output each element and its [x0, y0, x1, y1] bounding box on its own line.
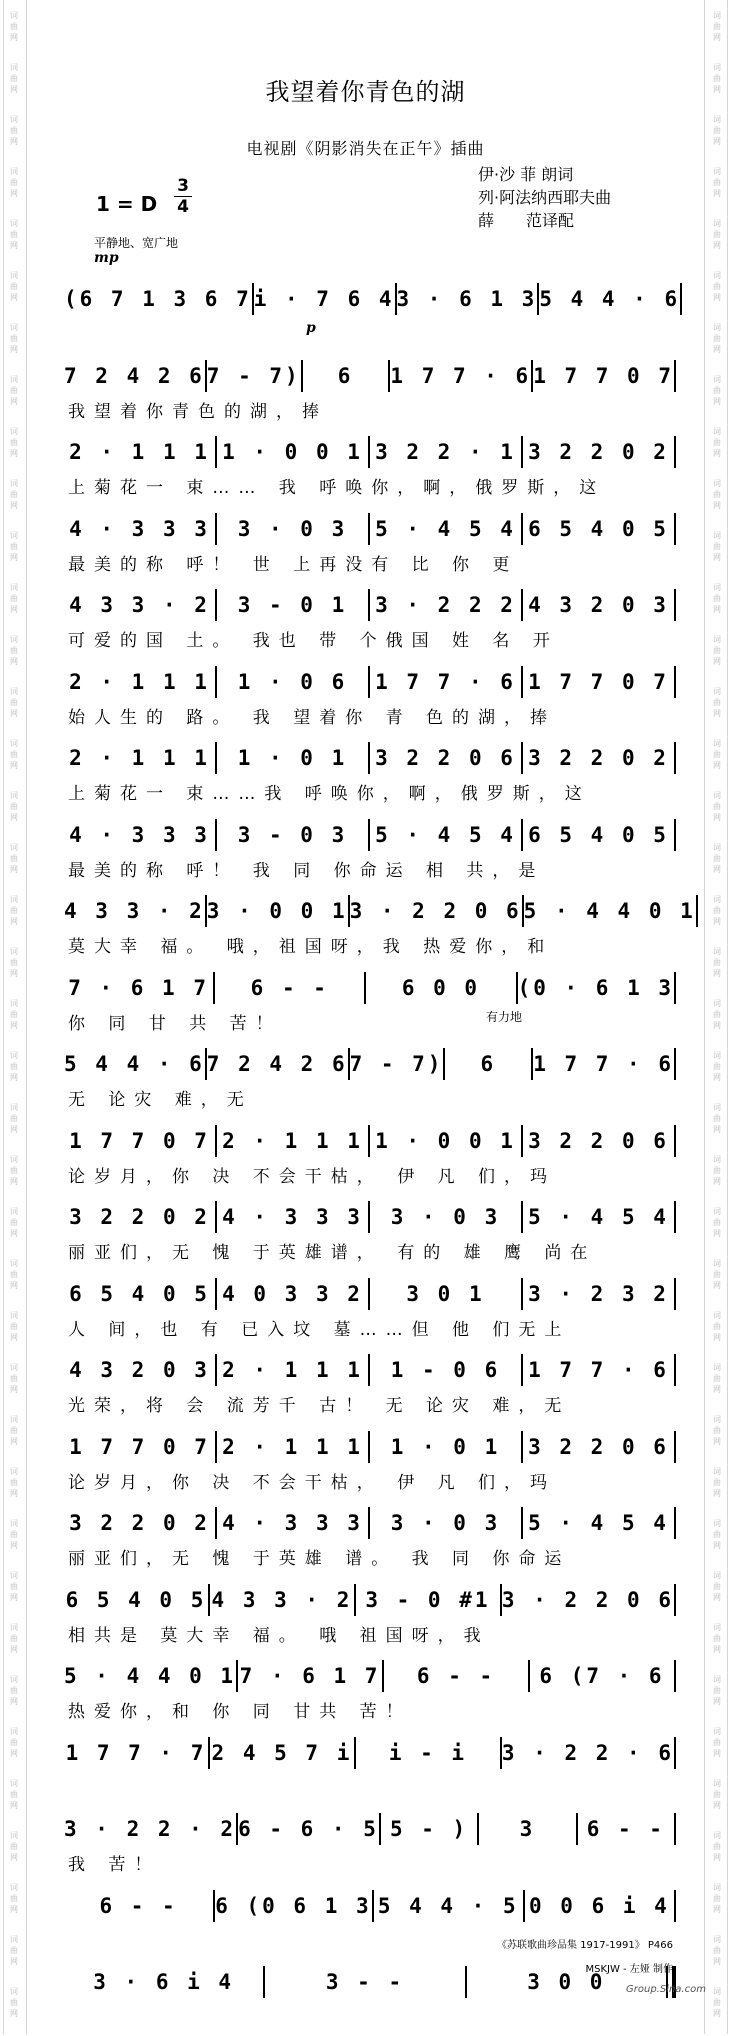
staff-system [64, 888, 696, 965]
notes-row [64, 1506, 676, 1540]
watermark-text: 词 曲 网 [10, 1311, 18, 1342]
notes-row [64, 1736, 676, 1770]
staff-system [64, 659, 676, 736]
watermark-text: 词 曲 网 [713, 635, 721, 666]
barline [674, 1584, 676, 1616]
staff-system [64, 1730, 676, 1807]
notes-row [64, 512, 676, 546]
measure: 4 3 3 · 2 [211, 1587, 353, 1612]
notes-row [64, 1889, 676, 1923]
notes-row [64, 1047, 676, 1081]
meter-top: 3 [177, 176, 189, 196]
measure: 6 [337, 363, 354, 388]
lyric-line: 上菊花一 束……我 呼唤你，啊，俄罗斯，这 [68, 784, 591, 804]
measure: 3 2 2 0 6 [375, 746, 516, 770]
watermark-text: 词 曲 网 [713, 375, 721, 406]
watermark-text: 词 曲 网 [713, 1311, 721, 1342]
measure: 6 5 4 0 5 [69, 1281, 210, 1306]
measure: 3 · 6 i 4 [93, 1970, 235, 1994]
measure: 5 - ) [389, 1817, 469, 1841]
watermark-text: 词 曲 网 [713, 63, 721, 94]
barline [674, 1890, 676, 1922]
watermark-text: 词 曲 网 [10, 999, 18, 1030]
measure: 0 0 6 i 4 [529, 1893, 670, 1918]
watermark-text: 词 曲 网 [10, 479, 18, 510]
credits [478, 163, 611, 232]
staff-system [64, 735, 676, 812]
measure: 3 · 2 2 0 6 [501, 1587, 674, 1612]
measure: 6 0 0 [401, 975, 481, 1000]
watermark-text: 词 曲 网 [713, 1259, 721, 1290]
lyric-line: 我 苦！ [68, 1855, 161, 1875]
time-signature [172, 176, 194, 217]
lyric-line: 最美的称 呼！ 世 上再没有 比 你 更 [68, 554, 519, 575]
measure: 5 · 4 5 4 [375, 516, 516, 541]
watermark-text: 词 曲 网 [10, 1883, 18, 1914]
score [64, 276, 696, 2036]
watermark-text: 词 曲 网 [10, 1467, 18, 1498]
measure: 3 2 2 0 6 [528, 1128, 669, 1153]
lyric-line: 我望着你青色的湖，捧 [68, 401, 328, 422]
lyric-line: 上菊花一 束…… 我 呼唤你，啊，俄罗斯，这 [68, 478, 606, 498]
measure: 6 (7 · 6 [539, 1664, 665, 1688]
measure: 5 · 4 4 0 1 [523, 899, 696, 923]
watermark-left [3, 0, 25, 2034]
expression-forceful: 有力地 [486, 1010, 523, 1024]
measure: 3 · 6 1 3 [396, 287, 538, 311]
measure: 5 · 4 4 0 1 [64, 1664, 237, 1688]
watermark-text: 词 曲 网 [10, 1727, 18, 1758]
watermark-text: 词 曲 网 [10, 687, 18, 718]
measure: 3 · 2 2 2 [375, 593, 516, 617]
measure: 2 4 5 7 i [211, 1740, 353, 1765]
song-title: 我望着你青色的湖 [265, 78, 466, 106]
lyric-line: 光荣，将 会 流芳千 古！ 无 论灾 难，无 [68, 1396, 571, 1416]
key-signature: 1 = D [96, 192, 158, 216]
watermark-text: 词 曲 网 [10, 63, 18, 94]
measure: 3 · 0 0 1 [206, 899, 348, 923]
staff-system [64, 429, 676, 506]
notes-row [64, 1200, 676, 1234]
measure: 3 2 2 0 6 [528, 1434, 669, 1459]
barline [674, 1354, 676, 1386]
lyric-line: 莫大幸 福。 哦，祖国呀，我 热爱你，和 [68, 937, 554, 957]
lyric-line: 人 间，也 有 已入坟 墓……但 他 们无上 [68, 1319, 571, 1340]
watermark-text: 词 曲 网 [713, 1779, 721, 1810]
notes-row [64, 665, 676, 699]
measure: 6 5 4 0 5 [528, 822, 669, 847]
watermark-text: 词 曲 网 [10, 843, 18, 874]
barline [674, 1737, 676, 1769]
barline [674, 513, 676, 545]
watermark-text: 词 曲 网 [713, 1207, 721, 1238]
measure: 3 · 0 3 [237, 516, 348, 541]
meter-bottom: 4 [177, 197, 189, 217]
staff-system [64, 1577, 676, 1654]
watermark-text: 词 曲 网 [713, 323, 721, 354]
barline [674, 666, 676, 698]
watermark-text: 词 曲 网 [10, 1623, 18, 1654]
watermark-text: 词 曲 网 [713, 895, 721, 926]
watermark-text: 词 曲 网 [713, 1103, 721, 1134]
measure: 5 4 4 · 6 [64, 1052, 205, 1076]
watermark-text: 词 曲 网 [713, 1415, 721, 1446]
measure: 6 - 6 · 5 [238, 1817, 379, 1841]
barline [674, 819, 676, 851]
measure: 6 5 4 0 5 [65, 1587, 207, 1612]
staff-system [64, 1271, 676, 1348]
watermark-text: 词 曲 网 [713, 531, 721, 562]
measure: 6 - - [250, 975, 329, 1000]
measure: 6 (0 6 1 3 [215, 1893, 372, 1918]
watermark-text: 词 曲 网 [713, 1519, 721, 1550]
measure: 7 - 7) [349, 1052, 444, 1076]
measure: 3 [519, 1817, 536, 1841]
barline [674, 972, 676, 1004]
watermark-text: 词 曲 网 [10, 1675, 18, 1706]
lyric-line: 论岁月，你 决 不会干枯， 伊 凡 们，玛 [68, 1472, 557, 1493]
watermark-text: 词 曲 网 [10, 947, 18, 978]
measure: 2 · 1 1 1 [222, 1128, 363, 1153]
measure: 4 · 3 3 3 [222, 1511, 363, 1535]
watermark-text: 词 曲 网 [10, 1571, 18, 1602]
measure: 1 7 7 · 6 [390, 363, 532, 388]
measure: 2 · 1 1 1 [69, 440, 210, 464]
measure: 6 [480, 1052, 497, 1076]
notes-row [64, 1277, 676, 1311]
watermark-text: 词 曲 网 [713, 1363, 721, 1394]
measure: 1 7 7 · 6 [375, 669, 516, 694]
watermark-text: 词 曲 网 [713, 843, 721, 874]
barline [674, 742, 676, 774]
watermark-text: 词 曲 网 [713, 1935, 721, 1966]
measure: 3 · 2 2 · 6 [501, 1740, 674, 1765]
watermark-text: 词 曲 网 [10, 583, 18, 614]
footer-maker: MSKJW - 左娅 制作 [585, 1964, 673, 1975]
watermark-text: 词 曲 网 [10, 1987, 18, 2018]
watermark-text: 词 曲 网 [10, 531, 18, 562]
watermark-text: 词 曲 网 [10, 1519, 18, 1550]
watermark-text: 词 曲 网 [713, 271, 721, 302]
lyric-line: 最美的称 呼！ 我 同 你命运 相 共，是 [68, 860, 545, 881]
measure: 7 · 6 1 7 [68, 975, 209, 1000]
barline [674, 436, 676, 468]
watermark-text: 词 曲 网 [10, 167, 18, 198]
barline [674, 1278, 676, 1310]
watermark-text: 词 曲 网 [10, 427, 18, 458]
watermark-text: 词 曲 网 [10, 1935, 18, 1966]
watermark-text: 词 曲 网 [10, 1779, 18, 1810]
measure: 7 2 4 2 6 [206, 1052, 348, 1076]
measure: 3 · 2 2 · 2 [64, 1817, 237, 1841]
watermark-text: 词 曲 网 [10, 895, 18, 926]
measure: 3 2 2 0 2 [528, 440, 669, 464]
watermark-text: 词 曲 网 [10, 635, 18, 666]
notes-row [64, 1583, 676, 1617]
staff-system [64, 1424, 676, 1501]
notes-row [64, 1965, 676, 1999]
measure: 3 · 2 2 0 6 [349, 899, 522, 923]
measure: 1 7 7 0 7 [69, 1434, 210, 1459]
watermark-text: 词 曲 网 [10, 1103, 18, 1134]
notes-row [64, 588, 676, 622]
measure: 4 3 2 0 3 [69, 1358, 210, 1382]
measure: 1 7 7 · 6 [533, 1052, 674, 1076]
watermark-text: 词 曲 网 [713, 1987, 721, 2018]
watermark-text: 词 曲 网 [10, 11, 18, 42]
watermark-text: 词 曲 网 [713, 1155, 721, 1186]
barline [674, 360, 676, 392]
measure: 5 · 4 5 4 [375, 822, 516, 847]
notes-row [64, 1124, 676, 1158]
measure: 3 - 0 #1 [365, 1587, 491, 1612]
measure: 5 · 4 5 4 [528, 1205, 669, 1229]
measure: 6 5 4 0 5 [528, 516, 669, 541]
measure: 3 2 2 0 2 [69, 1205, 210, 1229]
watermark-right [706, 0, 728, 2034]
measure: 4 3 3 · 2 [64, 899, 205, 923]
staff-system [64, 1041, 676, 1118]
measure: 3 - 0 3 [237, 822, 348, 847]
measure: (0 · 6 1 3 [517, 975, 674, 1000]
staff-system [64, 1653, 676, 1730]
watermark-text: 词 曲 网 [713, 11, 721, 42]
notes-row [64, 1812, 676, 1846]
measure: 3 · 0 3 [390, 1511, 501, 1535]
measure: 4 · 3 3 3 [69, 516, 210, 541]
barline [696, 895, 698, 927]
measure: 7 · 6 1 7 [239, 1664, 381, 1688]
measure: 1 7 7 0 7 [528, 669, 669, 694]
watermark-text: 词 曲 网 [10, 375, 18, 406]
measure: 2 · 1 1 1 [69, 746, 210, 770]
lyric-line: 热爱你，和 你 同 甘共 苦！ [68, 1702, 412, 1722]
measure: 1 · 0 1 [390, 1434, 501, 1459]
measure: 2 · 1 1 1 [222, 1434, 363, 1459]
notes-row [64, 741, 676, 775]
lyric-line: 相共是 莫大幸 福。 哦 祖国呀，我 [68, 1625, 490, 1646]
measure: 6 - - [416, 1664, 496, 1688]
lyric-line: 始人生的 路。 我 望着你 青 色的湖，捧 [68, 707, 557, 728]
credit-composer: 列·阿法纳西耶夫曲 [478, 188, 612, 207]
watermark-text: 词 曲 网 [713, 219, 721, 250]
notes-row [64, 1430, 676, 1464]
watermark-text: 词 曲 网 [713, 1675, 721, 1706]
credit-lyricist: 伊·沙 菲 朗词 [478, 165, 574, 184]
staff-system [64, 506, 676, 583]
measure: 5 4 4 · 5 [377, 1893, 519, 1918]
measure: 1 7 7 · 7 [65, 1740, 207, 1765]
watermark-text: 词 曲 网 [10, 739, 18, 770]
barline [674, 1125, 676, 1157]
measure: 5 · 4 5 4 [528, 1511, 669, 1535]
watermark-text: 词 曲 网 [713, 1467, 721, 1498]
staff-system [64, 276, 681, 353]
lyric-line: 无 论灾 难，无 [68, 1090, 253, 1110]
watermark-text: 词 曲 网 [713, 999, 721, 1030]
watermark-text: 词 曲 网 [713, 1727, 721, 1758]
measure: 3 - 0 1 [237, 593, 348, 617]
measure: 1 · 0 0 1 [375, 1128, 516, 1153]
watermark-text: 词 曲 网 [713, 427, 721, 458]
watermark-text: 词 曲 网 [10, 323, 18, 354]
notes-row [64, 282, 681, 316]
measure: 3 2 2 · 1 [375, 440, 516, 464]
measure: 2 · 1 1 1 [69, 669, 210, 694]
watermark-text: 词 曲 网 [10, 1051, 18, 1082]
staff-system [64, 1806, 676, 1883]
watermark-text: 词 曲 网 [10, 1155, 18, 1186]
measure: 3 2 2 0 2 [528, 746, 669, 770]
measure: 4 0 3 3 2 [222, 1281, 363, 1306]
credit-translator: 薛 范译配 [478, 211, 575, 230]
watermark-text: 词 曲 网 [713, 687, 721, 718]
barline [674, 589, 676, 621]
watermark-text: 词 曲 网 [713, 115, 721, 146]
measure: 1 · 0 1 [237, 746, 348, 770]
staff-system [64, 812, 676, 889]
barline [674, 1048, 676, 1080]
measure: 1 7 7 0 7 [69, 1128, 210, 1153]
staff-system [64, 1347, 676, 1424]
measure: 5 4 4 · 6 [539, 287, 681, 311]
staff-system [64, 965, 676, 1042]
measure: 3 0 1 [406, 1281, 485, 1306]
measure: i - i [388, 1740, 468, 1765]
watermark-text: 词 曲 网 [713, 167, 721, 198]
watermark-text: 词 曲 网 [713, 1571, 721, 1602]
watermark-text: 词 曲 网 [10, 115, 18, 146]
measure: 1 - 0 6 [390, 1358, 501, 1382]
watermark-text: 词 曲 网 [713, 1051, 721, 1082]
notes-row [64, 894, 696, 928]
measure: 2 · 1 1 1 [222, 1358, 363, 1382]
measure: 1 7 7 0 7 [533, 363, 674, 388]
staff-system [64, 1500, 676, 1577]
watermark-text: 词 曲 网 [10, 1259, 18, 1290]
lyric-line: 可爱的国 土。 我也 带 个俄国 姓 名 开 [68, 631, 559, 651]
song-subtitle: 电视剧《阴影消失在正午》插曲 [246, 139, 485, 158]
watermark-text: 词 曲 网 [713, 947, 721, 978]
tempo-marking: 平静地、宽广地 [94, 236, 179, 250]
watermark-text: 词 曲 网 [713, 583, 721, 614]
notes-row [64, 1353, 676, 1387]
barline [674, 1813, 676, 1845]
notes-row [64, 818, 676, 852]
measure: 4 · 3 3 3 [69, 822, 210, 847]
dynamic-p: p [306, 320, 316, 336]
measure: 3 · 2 3 2 [528, 1281, 669, 1306]
measure: 3 0 0 [527, 1970, 606, 1994]
barline [674, 1201, 676, 1233]
notes-row [64, 359, 676, 393]
barline [674, 1660, 676, 1692]
watermark-text: 词 曲 网 [713, 479, 721, 510]
measure: (6 7 1 3 6 7 [64, 287, 252, 311]
staff-system [64, 1194, 676, 1271]
staff-system [64, 582, 676, 659]
measure: 1 7 7 · 6 [528, 1358, 669, 1382]
barline [674, 1507, 676, 1539]
footer-source: 《苏联歌曲珍品集 1917-1991》 P466 [497, 1940, 673, 1951]
measure: 1 · 0 0 1 [222, 440, 363, 464]
watermark-text: 词 曲 网 [713, 739, 721, 770]
watermark-text: 词 曲 网 [10, 1415, 18, 1446]
measure: 7 2 4 2 6 [64, 363, 205, 388]
watermark-text: 词 曲 网 [713, 1623, 721, 1654]
notes-row [64, 1659, 676, 1693]
measure: 4 3 2 0 3 [528, 593, 669, 617]
site-logo: Group.Sina.com [626, 1984, 706, 1995]
measure: 7 - 7) [206, 363, 301, 388]
measure: 1 · 0 6 [237, 669, 348, 694]
measure: i · 7 6 4 [253, 287, 395, 311]
measure: 3 · 0 3 [390, 1205, 501, 1229]
watermark-text: 词 曲 网 [10, 271, 18, 302]
notes-row [64, 435, 676, 469]
watermark-text: 词 曲 网 [713, 1831, 721, 1862]
lyric-line: 丽亚们，无 愧 于英雄 谱。 我 同 你命运 [68, 1549, 571, 1569]
watermark-text: 词 曲 网 [10, 1363, 18, 1394]
barline [674, 1431, 676, 1463]
watermark-text: 词 曲 网 [713, 791, 721, 822]
staff-system [64, 1118, 676, 1195]
measure: 3 2 2 0 2 [69, 1511, 210, 1535]
measure: 6 - - [99, 1893, 178, 1918]
measure: 4 3 3 · 2 [69, 593, 210, 617]
watermark-text: 词 曲 网 [10, 219, 18, 250]
watermark-text: 词 曲 网 [713, 1883, 721, 1914]
staff-system [64, 1959, 676, 2036]
watermark-text: 词 曲 网 [10, 1207, 18, 1238]
lyric-line: 你 同 甘 共 苦！ [68, 1013, 282, 1034]
dynamic-mp: mp [94, 250, 119, 266]
barline [680, 283, 682, 315]
lyric-line: 论岁月，你 决 不会干枯， 伊 凡 们，玛 [68, 1166, 557, 1187]
watermark-text: 词 曲 网 [10, 1831, 18, 1862]
measure: 6 - - [586, 1817, 665, 1841]
staff-system [64, 353, 676, 430]
lyric-line: 丽亚们，无 愧 于英雄谱， 有的 雄 鹰 尚在 [68, 1243, 597, 1263]
measure: 3 - - [325, 1970, 405, 1994]
watermark-text: 词 曲 网 [10, 791, 18, 822]
notes-row [64, 971, 676, 1005]
measure: 4 · 3 3 3 [222, 1205, 363, 1229]
